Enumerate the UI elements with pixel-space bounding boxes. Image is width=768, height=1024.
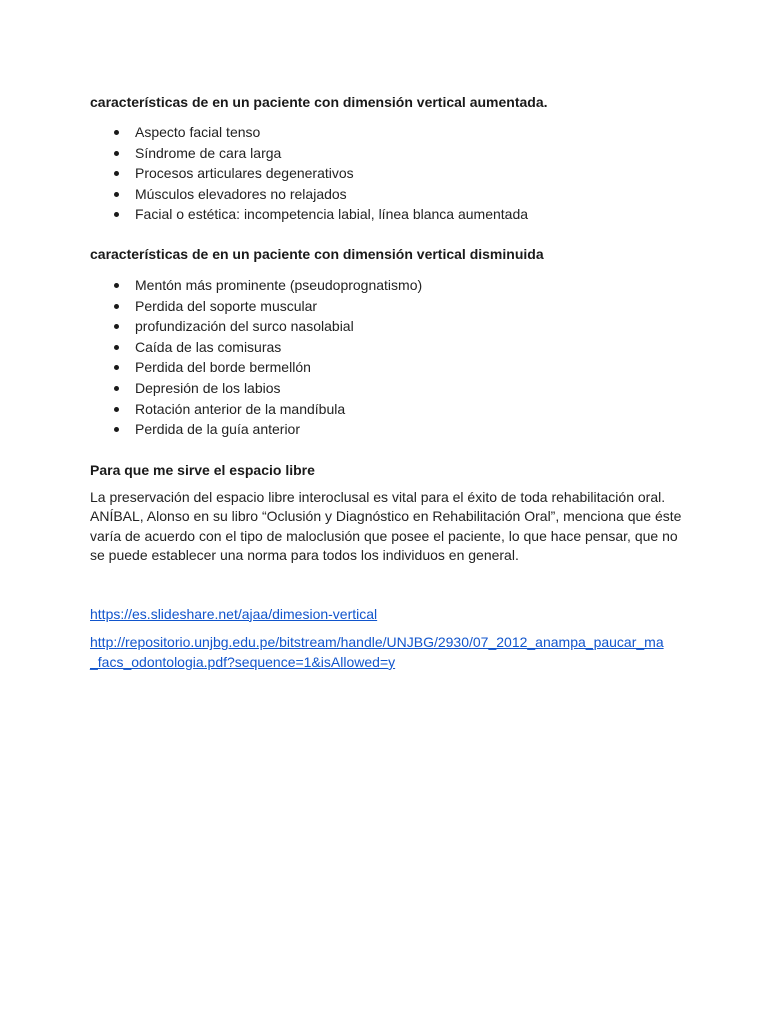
list-item: Perdida del soporte muscular	[90, 296, 690, 317]
section-heading-disminuida: características de en un paciente con dimensión vertical disminuida	[90, 245, 544, 262]
list-item: Depresión de los labios	[90, 378, 690, 399]
list-item: Síndrome de cara larga	[90, 143, 690, 164]
list-disminuida	[90, 275, 690, 440]
list-item: Facial o estética: incompetencia labial, línea blanca aumentada	[90, 204, 690, 225]
list-item: Caída de las comisuras	[90, 337, 690, 358]
section-heading-espacio-libre: Para que me sirve el espacio libre	[90, 461, 315, 478]
section-heading-aumentada: características de en un paciente con dimensión vertical aumentada.	[90, 94, 548, 110]
link-slideshare[interactable]: https://es.slideshare.net/ajaa/dimesion-vertical	[90, 605, 378, 622]
list-item: Aspecto facial tenso	[90, 122, 690, 143]
document-page	[90, 92, 690, 672]
list-item: Procesos articulares degenerativos	[90, 163, 690, 184]
list-item: Perdida de la guía anterior	[90, 419, 690, 440]
list-item: profundización del surco nasolabial	[90, 316, 690, 337]
link-repositorio[interactable]: http://repositorio.unjbg.edu.pe/bitstream/handle/UNJBG/2930/07_2012_anampa_paucar_ma_facs_odontologia.pdf?sequence=1&isAllowed=y	[90, 634, 664, 670]
list-item: Músculos elevadores no relajados	[90, 184, 690, 205]
list-item: Rotación anterior de la mandíbula	[90, 399, 690, 420]
list-item: Mentón más prominente (pseudoprognatismo)	[90, 275, 690, 296]
list-item: Perdida del borde bermellón	[90, 357, 690, 378]
list-aumentada	[90, 122, 690, 225]
paragraph-espacio-libre: La preservación del espacio libre interoclusal es vital para el éxito de toda rehabilitación oral. ANÍBAL, Alonso en su libro “Oclusión y Diagnóstico en Rehabilitación Oral”, menciona que éste varía de acuerdo con el tipo de maloclusión que posee el paciente, lo que hace pensar, que no se puede establecer una norma para todos los individuos en general.	[90, 488, 682, 564]
